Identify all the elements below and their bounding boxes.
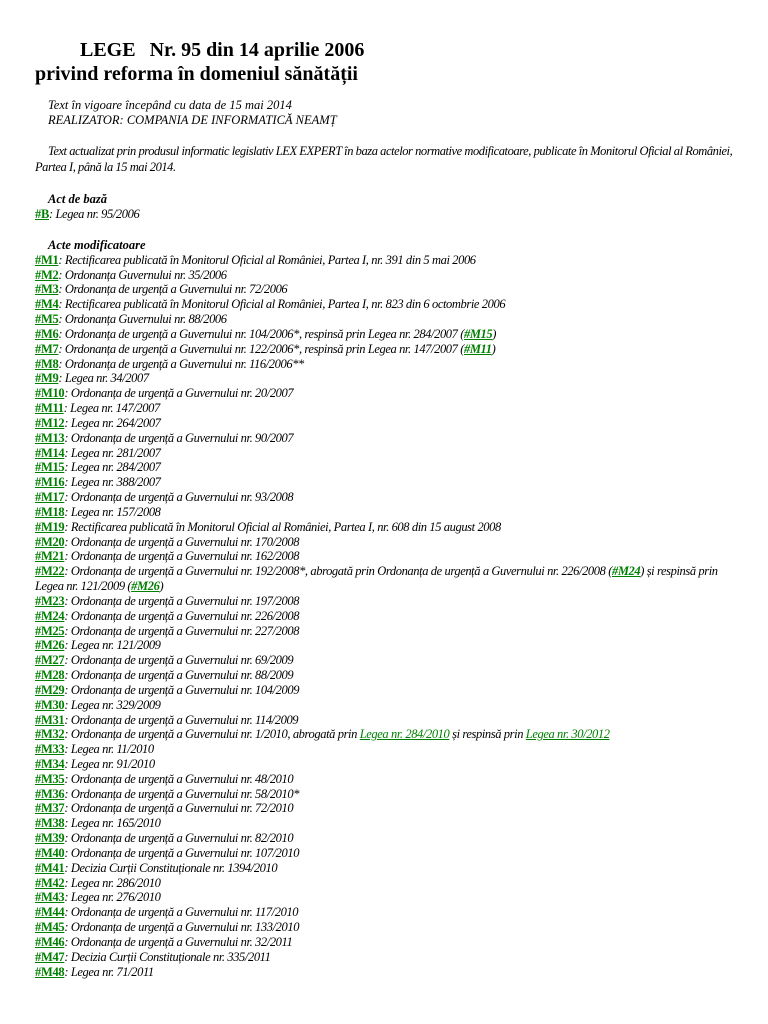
amending-act-text: : Ordonanța de urgență a Guvernului nr. 226/2008	[64, 608, 300, 623]
amending-act-row	[35, 253, 735, 268]
amending-acts-list	[35, 253, 735, 980]
amending-act-row	[35, 965, 735, 980]
amending-act-row	[35, 861, 735, 876]
amending-act-link[interactable]: #M25	[35, 623, 65, 638]
amending-act-row	[35, 371, 735, 386]
amending-act-link[interactable]: #M29	[35, 682, 65, 697]
amending-act-link[interactable]: #M13	[35, 430, 65, 445]
amending-act-row	[35, 772, 735, 787]
amending-act-row	[35, 668, 735, 683]
base-act-text: : Legea nr. 95/2006	[49, 207, 140, 221]
amending-act-text: : Rectificarea publicată în Monitorul Oficial al României, Partea I, nr. 823 din 6 octombrie 2006	[58, 297, 506, 312]
amending-act-text: : Ordonanța de urgență a Guvernului nr. 82/2010	[64, 831, 294, 846]
amending-act-text: : Legea nr. 165/2010	[64, 816, 161, 831]
amending-act-text: : Ordonanța de urgență a Guvernului nr. 58/2010*	[64, 786, 300, 801]
amending-act-link[interactable]: #M2	[35, 267, 59, 282]
amending-act-link[interactable]: #M22	[35, 564, 65, 579]
amending-act-text: : Ordonanța de urgență a Guvernului nr. 162/2008	[64, 549, 300, 564]
amending-act-row	[35, 505, 735, 520]
amending-act-text: : Ordonanța de urgență a Guvernului nr. 93/2008	[64, 490, 294, 505]
amending-act-text-continued: ) și respinsă prin Legea nr. 121/2009 (	[35, 564, 718, 594]
amending-act-link[interactable]: #M36	[35, 786, 65, 801]
amending-act-text: : Legea nr. 121/2009	[64, 638, 161, 653]
law-link[interactable]: Legea nr. 30/2012	[525, 727, 610, 742]
amending-act-text: : Ordonanța de urgență a Guvernului nr. 133/2010	[64, 920, 300, 935]
amending-act-text: : Legea nr. 34/2007	[58, 371, 149, 386]
amending-act-text: : Legea nr. 264/2007	[64, 415, 161, 430]
cross-reference-link[interactable]: #M26	[131, 579, 160, 594]
document-page	[35, 38, 735, 979]
amending-act-text: : Legea nr. 147/2007	[63, 401, 160, 416]
amending-act-link[interactable]: #M1	[35, 252, 59, 267]
law-title-word: LEGE	[80, 39, 136, 61]
amending-act-row	[35, 846, 735, 861]
amending-act-link[interactable]: #M41	[35, 860, 65, 875]
amending-act-text: : Decizia Curții Constituționale nr. 335/2011	[64, 949, 271, 964]
amending-act-link[interactable]: #M14	[35, 445, 65, 460]
amending-act-link[interactable]: #M15	[35, 460, 65, 475]
amending-act-link[interactable]: #M40	[35, 845, 65, 860]
amending-act-link[interactable]: #M30	[35, 697, 65, 712]
base-act-row	[35, 207, 735, 222]
amending-act-row	[35, 460, 735, 475]
base-act-link[interactable]: #B	[35, 207, 49, 221]
amending-act-text-continued: și respinsă prin	[449, 727, 526, 742]
amending-act-link[interactable]: #M18	[35, 504, 65, 519]
amending-act-text: : Decizia Curții Constituționale nr. 1394/2010	[64, 860, 278, 875]
amending-act-link[interactable]: #M8	[35, 356, 59, 371]
amending-act-row	[35, 742, 735, 757]
amending-act-row	[35, 446, 735, 461]
amending-act-link[interactable]: #M26	[35, 638, 65, 653]
amending-act-link[interactable]: #M47	[35, 949, 65, 964]
closing-parenthesis: )	[491, 341, 496, 356]
amending-act-text: : Ordonanța de urgență a Guvernului nr. 116/2006**	[58, 356, 304, 371]
document-meta	[35, 98, 735, 128]
amending-act-row	[35, 876, 735, 891]
amending-act-row	[35, 297, 735, 312]
in-force-date: Text în vigoare începând cu data de 15 mai 2014	[48, 98, 292, 112]
closing-parenthesis: )	[492, 326, 497, 341]
amending-act-row	[35, 905, 735, 920]
amending-act-text: : Ordonanța de urgență a Guvernului nr. 88/2009	[64, 668, 294, 683]
amending-act-row	[35, 520, 735, 535]
amending-act-link[interactable]: #M17	[35, 490, 65, 505]
amending-act-row	[35, 727, 735, 742]
amending-act-link[interactable]: #M11	[35, 401, 64, 416]
amending-act-link[interactable]: #M48	[35, 964, 65, 979]
amending-act-text: : Ordonanța de urgență a Guvernului nr. 1/2010, abrogată prin	[64, 727, 360, 742]
amending-act-link[interactable]: #M42	[35, 875, 65, 890]
amending-act-text: : Legea nr. 276/2010	[64, 890, 161, 905]
amending-act-text: : Ordonanța de urgență a Guvernului nr. 90/2007	[64, 430, 294, 445]
law-title-number: Nr. 95 din 14 aprilie 2006	[149, 39, 365, 61]
amending-act-text: : Legea nr. 157/2008	[64, 504, 161, 519]
amending-act-link[interactable]: #M7	[35, 341, 59, 356]
amending-act-link[interactable]: #M37	[35, 801, 65, 816]
amending-act-row	[35, 535, 735, 550]
amending-act-text: : Ordonanța de urgență a Guvernului nr. 107/2010	[64, 845, 300, 860]
amending-act-link[interactable]: #M21	[35, 549, 65, 564]
amending-act-text: : Ordonanța de urgență a Guvernului nr. 170/2008	[64, 534, 300, 549]
amending-act-text: : Legea nr. 11/2010	[64, 742, 154, 757]
amending-act-link[interactable]: #M16	[35, 475, 65, 490]
amending-act-link[interactable]: #M39	[35, 831, 65, 846]
amending-act-row	[35, 594, 735, 609]
amending-act-row	[35, 282, 735, 297]
amending-act-row	[35, 416, 735, 431]
amending-act-link[interactable]: #M43	[35, 890, 65, 905]
amending-act-row	[35, 609, 735, 624]
amending-act-row	[35, 787, 735, 802]
amending-act-row	[35, 386, 735, 401]
law-subtitle: privind reforma în domeniul sănătății	[35, 63, 358, 85]
amending-act-text: : Ordonanța de urgență a Guvernului nr. 122/2006*, respinsă prin Legea nr. 147/2007 (	[58, 341, 464, 356]
cross-reference-link[interactable]: #M15	[463, 326, 493, 341]
amending-act-row	[35, 342, 735, 357]
amending-act-link[interactable]: #M33	[35, 742, 65, 757]
law-title	[80, 38, 735, 62]
amending-act-link[interactable]: #M6	[35, 326, 59, 341]
amending-act-text: : Legea nr. 91/2010	[64, 756, 155, 771]
amending-act-text: : Ordonanța de urgență a Guvernului nr. 72/2006	[58, 282, 288, 297]
amending-act-text: : Legea nr. 281/2007	[64, 445, 161, 460]
amending-act-link[interactable]: #M20	[35, 534, 65, 549]
amending-act-text: : Ordonanța de urgență a Guvernului nr. 104/2009	[64, 682, 300, 697]
amending-act-link[interactable]: #M46	[35, 934, 65, 949]
amending-act-link[interactable]: #M27	[35, 653, 65, 668]
intro-paragraph: Text actualizat prin produsul informatic legislativ LEX EXPERT în baza actelor normative modificatoare, publicate în Monitorul Oficial al României, Partea I, până la 15 mai 2014.	[35, 144, 733, 174]
amending-act-row	[35, 713, 735, 728]
amending-act-text: : Rectificarea publicată în Monitorul Oficial al României, Partea I, nr. 391 din 5 mai 2006	[58, 252, 476, 267]
amending-act-text: : Legea nr. 284/2007	[64, 460, 161, 475]
amending-act-text: : Ordonanța de urgență a Guvernului nr. 114/2009	[64, 712, 299, 727]
amending-act-text: : Ordonanța de urgență a Guvernului nr. 48/2010	[64, 771, 294, 786]
base-act-heading: Act de bază	[48, 192, 108, 206]
amending-act-row	[35, 757, 735, 772]
amending-act-row	[35, 327, 735, 342]
amending-act-link[interactable]: #M44	[35, 905, 65, 920]
amending-act-text: : Legea nr. 286/2010	[64, 875, 161, 890]
amending-act-row	[35, 801, 735, 816]
amending-act-link[interactable]: #M24	[35, 608, 65, 623]
amending-act-text: : Ordonanța de urgență a Guvernului nr. 192/2008*, abrogată prin Ordonanța de urgență a Guvernului nr. 226/2008 (	[64, 564, 612, 579]
amending-act-text: : Ordonanța de urgență a Guvernului nr. 20/2007	[64, 386, 294, 401]
amending-act-row	[35, 268, 735, 283]
amending-act-link[interactable]: #M38	[35, 816, 65, 831]
amending-act-link[interactable]: #M10	[35, 386, 65, 401]
amending-act-row	[35, 890, 735, 905]
closing-parenthesis: )	[159, 579, 164, 594]
amending-act-text: : Ordonanța Guvernului nr. 88/2006	[58, 312, 227, 327]
amending-act-row	[35, 653, 735, 668]
amending-acts-heading: Acte modificatoare	[48, 237, 146, 252]
amending-act-text: : Ordonanța de urgență a Guvernului nr. 227/2008	[64, 623, 300, 638]
amending-act-row	[35, 698, 735, 713]
amending-act-row	[35, 312, 735, 327]
amending-act-row	[35, 549, 735, 564]
amending-act-text: : Ordonanța Guvernului nr. 35/2006	[58, 267, 227, 282]
amending-act-row	[35, 638, 735, 653]
amending-act-text: : Ordonanța de urgență a Guvernului nr. 197/2008	[64, 593, 300, 608]
amending-act-link[interactable]: #M34	[35, 756, 65, 771]
producer-line: REALIZATOR: COMPANIA DE INFORMATICĂ NEAMȚ	[48, 113, 337, 127]
amending-act-row	[35, 401, 735, 416]
amending-act-row	[35, 564, 735, 594]
amending-act-link[interactable]: #M5	[35, 312, 59, 327]
amending-act-row	[35, 950, 735, 965]
amending-act-text: : Ordonanța de urgență a Guvernului nr. 117/2010	[64, 905, 299, 920]
amending-act-row	[35, 816, 735, 831]
amending-act-row	[35, 475, 735, 490]
law-link[interactable]: Legea nr. 284/2010	[359, 727, 450, 742]
amending-act-text: : Ordonanța de urgență a Guvernului nr. 32/2011	[64, 934, 293, 949]
amending-act-text: : Ordonanța de urgență a Guvernului nr. 104/2006*, respinsă prin Legea nr. 284/2007 (	[58, 326, 464, 341]
amending-act-link[interactable]: #M4	[35, 297, 59, 312]
amending-act-link[interactable]: #M19	[35, 519, 65, 534]
amending-act-link[interactable]: #M9	[35, 371, 59, 386]
cross-reference-link[interactable]: #M24	[611, 564, 641, 579]
amending-act-link[interactable]: #M31	[35, 712, 65, 727]
amending-act-link[interactable]: #M3	[35, 282, 59, 297]
amending-act-text: : Legea nr. 329/2009	[64, 697, 161, 712]
amending-act-row	[35, 431, 735, 446]
amending-act-row	[35, 624, 735, 639]
amending-act-row	[35, 920, 735, 935]
amending-act-link[interactable]: #M28	[35, 668, 65, 683]
amending-act-text: : Legea nr. 71/2011	[64, 964, 154, 979]
amending-act-row	[35, 935, 735, 950]
amending-act-row	[35, 490, 735, 505]
amending-act-row	[35, 357, 735, 372]
amending-act-link[interactable]: #M35	[35, 771, 65, 786]
amending-act-row	[35, 831, 735, 846]
amending-act-link[interactable]: #M32	[35, 727, 65, 742]
cross-reference-link[interactable]: #M11	[463, 341, 492, 356]
amending-act-link[interactable]: #M12	[35, 415, 65, 430]
amending-act-text: : Rectificarea publicată în Monitorul Oficial al României, Partea I, nr. 608 din 15 august 2008	[64, 519, 501, 534]
amending-act-link[interactable]: #M23	[35, 593, 65, 608]
amending-act-text: : Ordonanța de urgență a Guvernului nr. 72/2010	[64, 801, 294, 816]
amending-act-text: : Ordonanța de urgență a Guvernului nr. 69/2009	[64, 653, 294, 668]
amending-act-row	[35, 683, 735, 698]
amending-act-link[interactable]: #M45	[35, 920, 65, 935]
amending-act-text: : Legea nr. 388/2007	[64, 475, 161, 490]
